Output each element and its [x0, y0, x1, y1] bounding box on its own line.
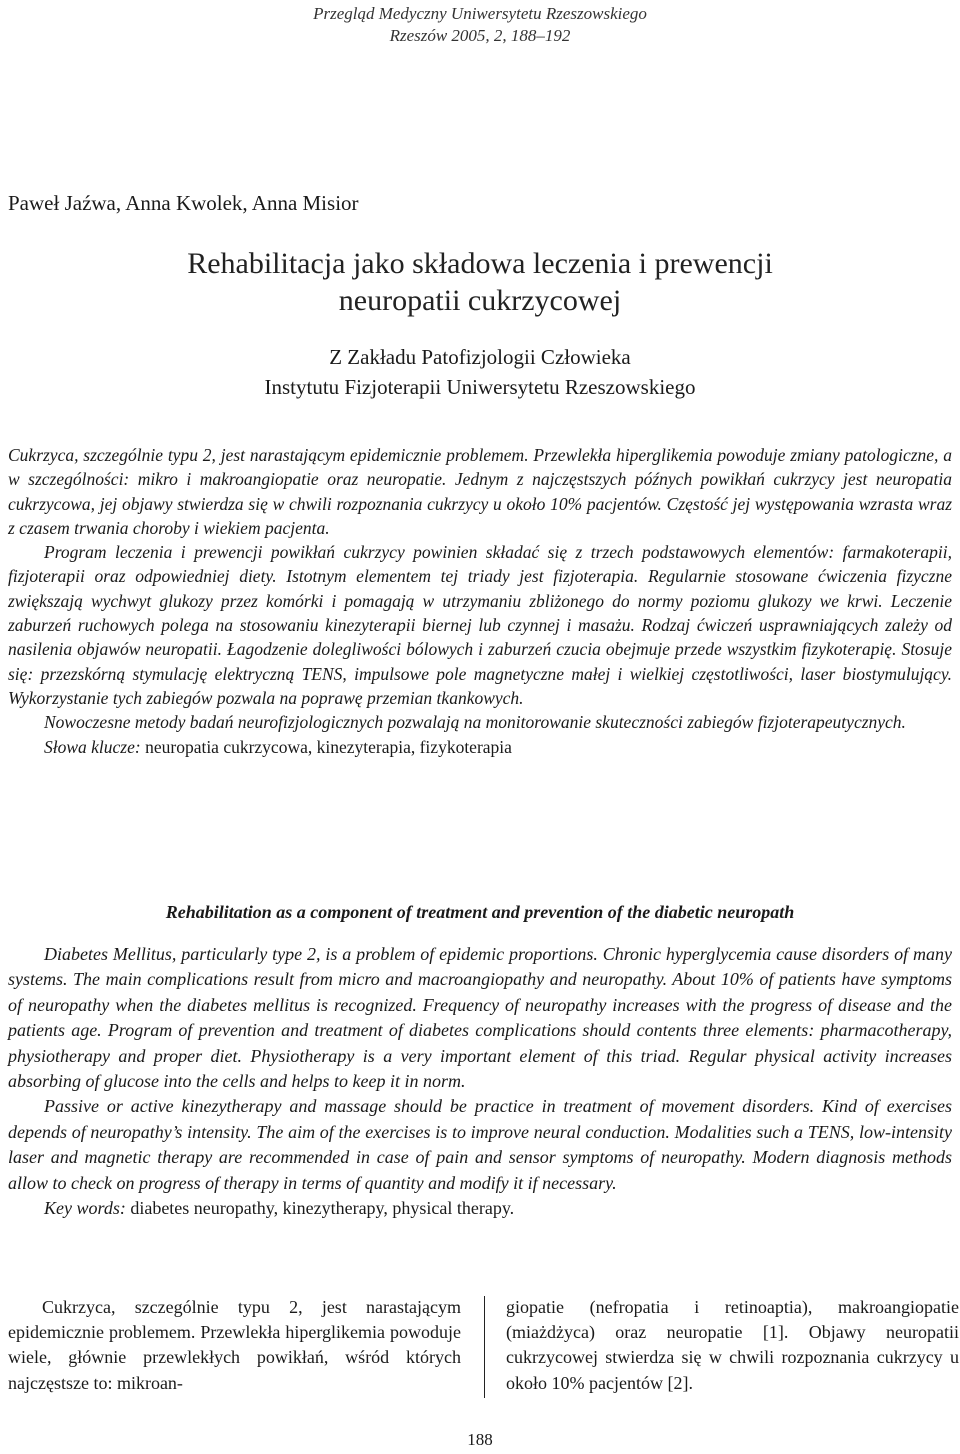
affiliation-line-1: Z Zakładu Patofizjologii Człowieka	[329, 345, 631, 369]
page-number: 188	[467, 1430, 493, 1449]
body-left-paragraph: Cukrzyca, szczególnie typu 2, jest narastającym epidemicznie problemem. Przewlekła hiperglikemia powoduje wiele, głównie przewlekłych powikłań, wśród których najczęstsze to: mikroan-	[8, 1297, 461, 1393]
abstract-english	[8, 942, 952, 1221]
keywords-en	[8, 1196, 952, 1221]
affiliation	[0, 342, 960, 402]
affiliation-line-2: Instytutu Fizjoterapii Uniwersytetu Rzeszowskiego	[264, 375, 696, 399]
abstract-en-paragraph-2: Passive or active kinezytherapy and massage should be practice in treatment of movement disorders. Kind of exercises depends of neuropathy’s intensity. The aim of the exercises is to improve neural conduction. Modalities such a TENS, low-intensity laser and magnetic therapy are recommended in case of pain and sensor symptoms of neuropathy. Modern diagnosis methods allow to check on progress of therapy in terms of quantity and modify it if necessary.	[8, 1096, 952, 1193]
abstract-pl-paragraph-2: Program leczenia i prewencji powikłań cukrzycy powinien składać się z trzech podstawowych elementów: farmakoterapii, fizjoterapii oraz odpowiedniej diety. Istotnym elementem tej triady jest fizjoterapia. Regularnie stosowane ćwiczenia fizyczne zwiększają wychwyt glukozy przez komórki i pomagają w utrzymaniu zbliżonego do normy poziomu glukozy we krwi. Leczenie zaburzeń ruchowych polega na stosowaniu kinezyterapii biernej lub czynnej i masażu. Rodzaj ćwiczeń usprawniających zależy od nasilenia objawów neuropatii. Łagodzenie dolegliwości bólowych i zaburzeń czucia obejmuje przede wszystkim fizykoterapię. Stosuje się: przezskórną stymulację elektryczną TENS, impulsowe pole magnetyczne małej i wielkiej częstotliwości, laser biostymulujący. Wykorzystanie tych zabiegów pozwala na poprawę przemian tkankowych.	[8, 542, 952, 708]
journal-citation: Rzeszów 2005, 2, 188–192	[389, 26, 571, 45]
keywords-pl-text: neuropatia cukrzycowa, kinezyterapia, fizykoterapia	[140, 736, 512, 757]
body-right-paragraph: giopatie (nefropatia i retinoaptia), makroangiopatie (miażdżyca) oraz neuropatie [1]. Objawy neuropatii cukrzycowej stwierdza się w chwili rozpoznania cukrzycy u około 10% pacjentów [2].	[506, 1297, 959, 1393]
abstract-pl-paragraph-1: Cukrzyca, szczególnie typu 2, jest narastającym epidemicznie problemem. Przewlekła hiperglikemia powoduje zmiany patologiczne, a w szczególności: mikro i makroangiopatie oraz neuropatie. Jednym z najczęstszych późnych powikłań cukrzycy jest neuropatia cukrzycowa, jej objawy stwierdza się w chwili rozpoznania cukrzycy u około 10% pacjentów. Częstość jej występowania wzrasta wraz z czasem trwania choroby i wiekiem pacjenta.	[8, 445, 952, 538]
journal-name: Przegląd Medyczny Uniwersytetu Rzeszowskiego	[313, 4, 647, 23]
keywords-en-label: Key words:	[44, 1198, 126, 1219]
article-title	[0, 245, 960, 319]
abstract-pl-paragraph-3: Nowoczesne metody badań neurofizjologicznych pozwalają na monitorowanie skuteczności zabiegów fizjoterapeutycznych.	[44, 712, 906, 733]
authors: Paweł Jaźwa, Anna Kwolek, Anna Misior	[8, 191, 359, 215]
article-title-line-2: neuropatii cukrzycowej	[338, 284, 622, 317]
article-title-line-1: Rehabilitacja jako składowa leczenia i prewencji	[187, 247, 773, 280]
body-column-right	[506, 1295, 959, 1396]
column-divider	[484, 1296, 485, 1398]
keywords-pl-label: Słowa klucze:	[44, 736, 141, 757]
abstract-en-paragraph-1: Diabetes Mellitus, particularly type 2, is a problem of epidemic proportions. Chronic hyperglycemia cause disorders of many systems. The main complications result from micro and macroangiopathy and neuropathy. About 10% of patients have symptoms of neuropathy when the diabetes mellitus is recognized. Frequency of neuropathy increases with the progress of disease and the patients age. Program of prevention and treatment of diabetes complications should contents three elements: pharmacotherapy, physiotherapy and proper diet. Physiotherapy is a very important element of this triad. Regular physical activity increases absorbing of glucose into the cells and helps to keep it in norm.	[8, 944, 952, 1092]
abstract-polish	[8, 443, 952, 759]
body-column-left	[8, 1295, 461, 1396]
keywords-pl	[8, 735, 952, 759]
keywords-en-text: diabetes neuropathy, kinezytherapy, physical therapy.	[125, 1198, 515, 1219]
english-title: Rehabilitation as a component of treatment and prevention of the diabetic neuropath	[165, 902, 795, 922]
